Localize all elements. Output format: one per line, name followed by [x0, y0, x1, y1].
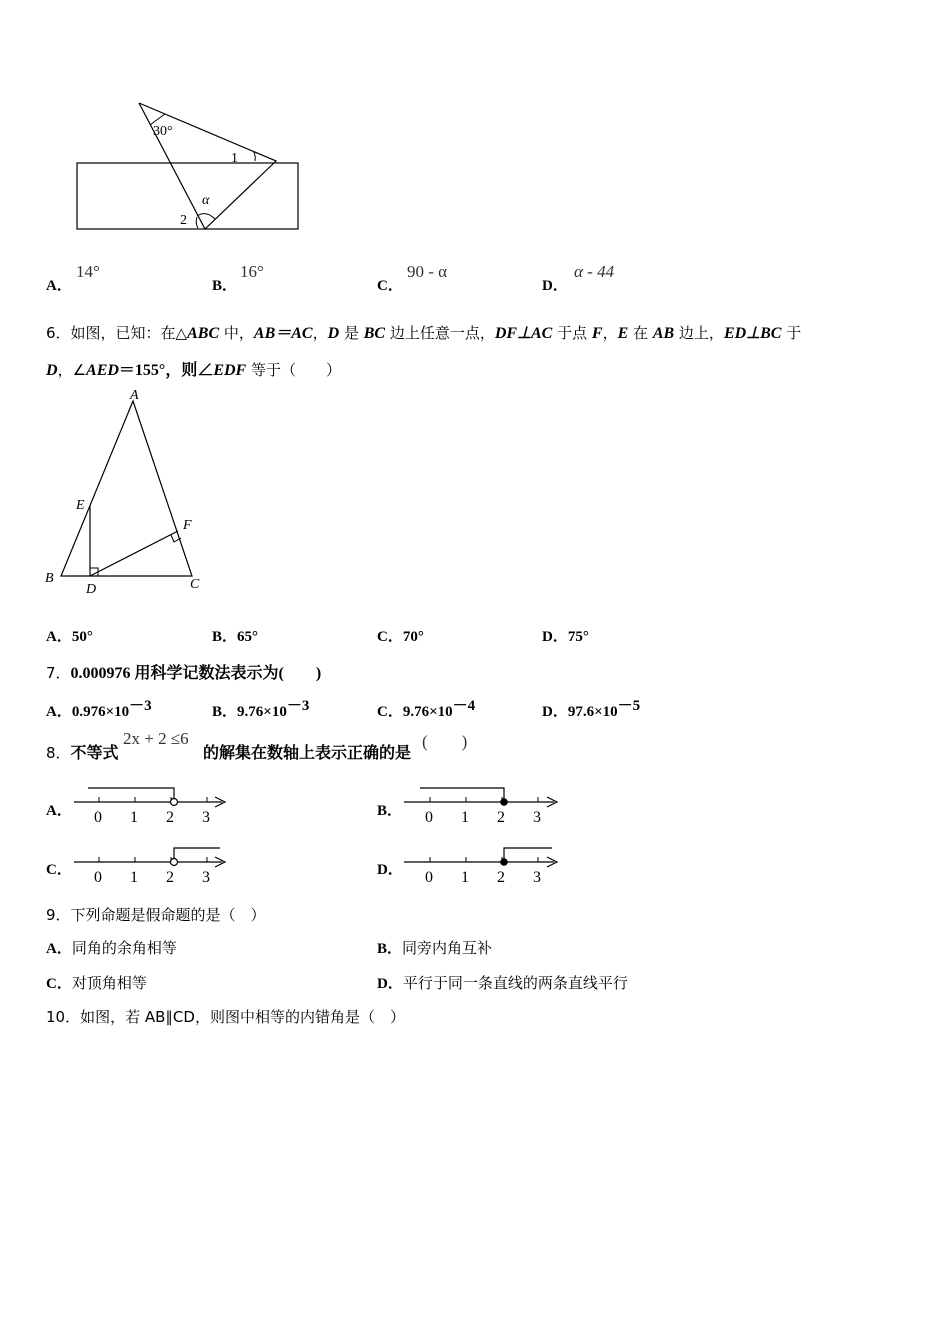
q7-option-b[interactable] — [212, 694, 309, 721]
tick-label: 3 — [533, 869, 541, 886]
q8-number-line-d — [402, 842, 567, 890]
option-value: 70° — [402, 629, 424, 645]
tick-label: 0 — [425, 809, 433, 826]
option-value: 同旁内角互补 — [402, 939, 493, 957]
q8-inequality: 2x + 2 ≤6 — [123, 729, 189, 748]
tick-label: 2 — [497, 869, 505, 886]
angle-arc-2 — [196, 217, 198, 228]
tick-label: 3 — [202, 809, 210, 826]
tick-label: 3 — [202, 869, 210, 886]
tick-label: 1 — [461, 869, 469, 886]
right-angle-f — [171, 535, 181, 542]
option-label: C． — [377, 278, 403, 294]
option-label: A． — [46, 629, 72, 645]
option-value: 对顶角相等 — [71, 974, 147, 992]
tick-label: 2 — [166, 809, 174, 826]
q5-option-c[interactable] — [377, 274, 403, 295]
option-label: C． — [46, 862, 72, 878]
tick-label: 0 — [425, 869, 433, 886]
q6-text: 等于（ ） — [246, 361, 342, 379]
figure-q5-triangle-rectangle — [70, 95, 310, 240]
q9-question — [46, 904, 266, 925]
q6-option-b[interactable] — [212, 625, 258, 646]
q5-option-d-value: α - 44 — [574, 262, 615, 281]
q6-text: ， — [312, 324, 328, 342]
option-label: C． — [377, 629, 403, 645]
q7-question — [46, 660, 321, 683]
option-label: B． — [212, 629, 238, 645]
q6-abc: ABC — [187, 325, 220, 342]
q6-text: 边上任意一点， — [385, 324, 495, 342]
q10-question — [46, 1006, 405, 1027]
label-30: 30° — [153, 124, 173, 139]
q6-d: D — [327, 325, 340, 342]
option-value: 75° — [567, 629, 589, 645]
q6-line-1 — [46, 320, 801, 343]
tick-label: 3 — [533, 809, 541, 826]
q6-text: ，∠ — [57, 361, 87, 379]
q6-text: ， — [602, 324, 618, 342]
label-alpha: α — [202, 193, 210, 208]
option-value: 65° — [237, 629, 259, 645]
q6-number: 6． — [46, 324, 71, 342]
option-value: 同角的余角相等 — [71, 939, 177, 957]
q7-number: 7． — [46, 664, 71, 682]
option-value: 平行于同一条直线的两条直线平行 — [402, 974, 628, 992]
option-value: 9.76×10 — [402, 704, 453, 720]
q5-option-a[interactable] — [46, 274, 72, 295]
q5-option-b-value: 16° — [240, 262, 264, 281]
q8-number-line-c — [70, 842, 235, 890]
tick-label: 1 — [461, 809, 469, 826]
q8-number-line-b — [402, 782, 567, 830]
q5-option-c-value: 90 - α — [407, 262, 448, 281]
q6-bc: BC — [363, 325, 386, 342]
q5-option-a-value: 14° — [76, 262, 100, 281]
q8-pre: 不等式 — [70, 745, 119, 762]
q6-text: 边上， — [674, 324, 724, 342]
q6-text: ＝155°，则∠ — [118, 362, 214, 379]
option-label: B． — [377, 803, 403, 819]
q7-option-d[interactable] — [542, 694, 640, 721]
q10-number: 10． — [46, 1008, 81, 1026]
label-2: 2 — [180, 213, 187, 228]
label-1: 1 — [231, 151, 238, 166]
q6-option-d[interactable] — [542, 625, 589, 646]
q6-option-c[interactable] — [377, 625, 424, 646]
option-exponent: －3 — [129, 698, 152, 714]
option-label: D． — [377, 862, 403, 878]
option-label: D． — [542, 704, 568, 720]
q5-option-d[interactable] — [542, 274, 568, 295]
q6-ab: AB — [652, 325, 675, 342]
option-value: 0.976×10 — [71, 704, 130, 720]
option-value: 97.6×10 — [567, 704, 618, 720]
q9-option-b[interactable] — [377, 937, 492, 958]
q8-number: 8． — [46, 744, 71, 762]
q6-e: E — [617, 325, 629, 342]
q8-option-b[interactable] — [377, 799, 402, 820]
q9-option-c[interactable] — [46, 972, 147, 993]
option-exponent: －5 — [617, 698, 641, 714]
triangle-abc — [61, 401, 192, 576]
q6-line-2 — [46, 357, 341, 380]
vertex-a: A — [130, 388, 139, 403]
triangle — [139, 103, 276, 229]
q6-ed-bc: ED⊥BC — [723, 325, 782, 342]
option-label: A． — [46, 803, 72, 819]
q7-text: 0.000976 用科学记数法表示为( ) — [70, 665, 322, 682]
q6-d2: D — [46, 362, 58, 379]
q7-option-a[interactable] — [46, 694, 152, 721]
option-label: A． — [46, 704, 72, 720]
option-label: D． — [542, 629, 568, 645]
q9-number: 9． — [46, 906, 71, 924]
q9-option-a[interactable] — [46, 937, 177, 958]
q6-text: 在 — [628, 324, 653, 342]
vertex-f: F — [183, 518, 192, 533]
tick-label: 1 — [130, 869, 138, 886]
option-label: C． — [377, 704, 403, 720]
option-exponent: －4 — [452, 698, 476, 714]
q6-text: 是 — [339, 324, 364, 342]
q6-text: 于 — [781, 324, 802, 342]
tick-label: 0 — [94, 809, 102, 826]
q8-option-d[interactable] — [377, 858, 403, 879]
q8-paren: ( ) — [422, 732, 468, 751]
q5-option-b[interactable] — [212, 274, 237, 295]
tick-label: 2 — [497, 809, 505, 826]
q6-aed: AED — [86, 362, 119, 379]
q6-text: 如图，已知：在△ — [70, 324, 188, 342]
option-label: B． — [212, 278, 238, 294]
option-label: A． — [46, 278, 72, 294]
option-label: B． — [212, 704, 238, 720]
q8-number-line-a — [70, 782, 235, 830]
q6-text: 于点 — [552, 324, 592, 342]
option-label: B． — [377, 941, 403, 957]
q10-text: 如图，若 AB∥CD，则图中相等的内错角是（ ） — [80, 1008, 405, 1026]
q8-post: 的解集在数轴上表示正确的是 — [203, 745, 412, 762]
vertex-c: C — [190, 577, 200, 592]
q8-option-a[interactable] — [46, 799, 72, 820]
option-label: A． — [46, 941, 72, 957]
option-label: D． — [377, 976, 403, 992]
tick-label: 2 — [166, 869, 174, 886]
option-exponent: －3 — [286, 698, 310, 714]
option-label: D． — [542, 278, 568, 294]
q6-ab-ac: AB＝AC — [253, 325, 313, 342]
vertex-d: D — [86, 582, 97, 597]
option-value: 9.76×10 — [237, 704, 287, 720]
tick-label: 0 — [94, 869, 102, 886]
figure-q6-triangle — [40, 385, 220, 600]
q6-edf: EDF — [213, 362, 247, 379]
q7-option-c[interactable] — [377, 694, 475, 721]
segment-df — [90, 531, 178, 576]
vertex-e: E — [76, 498, 85, 513]
q6-text: 中， — [219, 324, 254, 342]
q6-df-ac: DF⊥AC — [494, 325, 553, 342]
q6-option-a[interactable] — [46, 625, 93, 646]
option-value: 50° — [71, 629, 93, 645]
q8-question — [46, 740, 119, 763]
q9-text: 下列命题是假命题的是（ ） — [70, 906, 266, 924]
vertex-b: B — [45, 571, 54, 586]
tick-label: 1 — [130, 809, 138, 826]
option-label: C． — [46, 976, 72, 992]
q6-f: F — [591, 325, 603, 342]
q9-option-d[interactable] — [377, 972, 628, 993]
q8-option-c[interactable] — [46, 858, 72, 879]
